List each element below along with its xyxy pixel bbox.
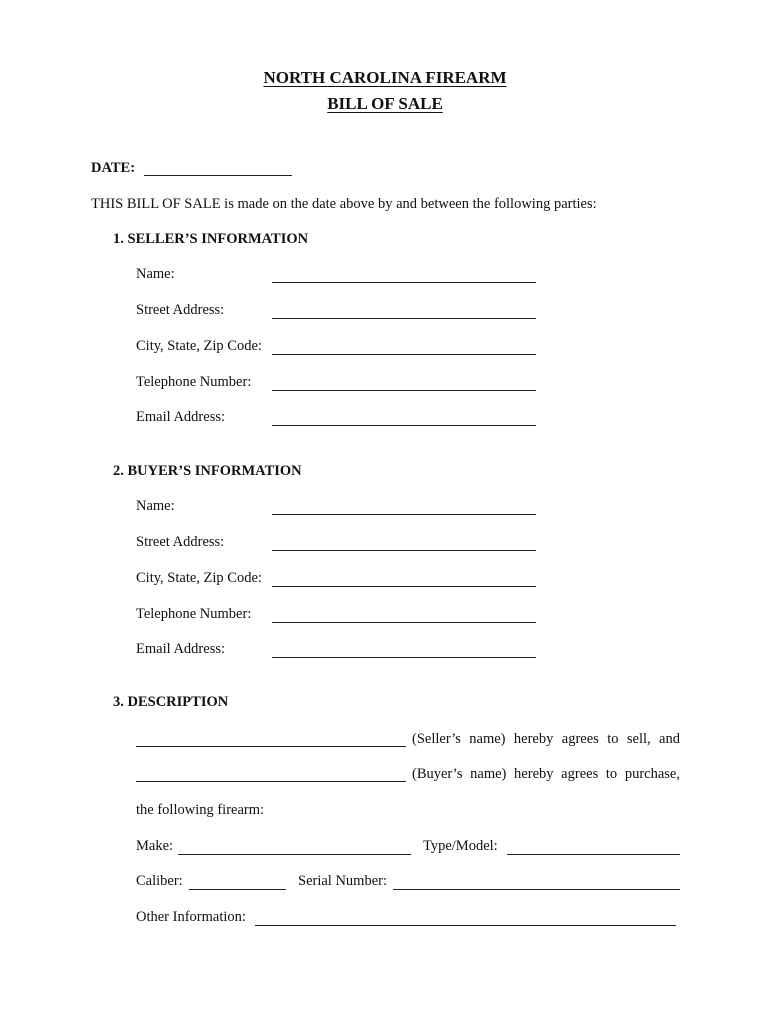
seller-name-field[interactable]: [272, 282, 536, 283]
seller-city-field[interactable]: [272, 354, 536, 355]
type-model-label: Type/Model:: [423, 838, 498, 854]
seller-street-field[interactable]: [272, 318, 536, 319]
buyer-name-field[interactable]: [272, 514, 536, 515]
buyer-street-field[interactable]: [272, 550, 536, 551]
type-model-field[interactable]: [507, 854, 680, 855]
date-field[interactable]: [144, 175, 292, 176]
document-title-line2: BILL OF SALE: [327, 94, 443, 113]
buyer-phone-label: Telephone Number:: [136, 606, 252, 622]
seller-phone-field[interactable]: [272, 390, 536, 391]
buyer-email-field[interactable]: [272, 657, 536, 658]
document-title-line1: NORTH CAROLINA FIREARM: [263, 68, 507, 87]
caliber-label: Caliber:: [136, 873, 183, 889]
seller-name-label: Name:: [136, 266, 175, 282]
seller-phone-label: Telephone Number:: [136, 374, 252, 390]
intro-text: THIS BILL OF SALE is made on the date above by and between the following parties:: [91, 196, 597, 212]
make-field[interactable]: [178, 854, 411, 855]
seller-email-label: Email Address:: [136, 409, 226, 425]
description-heading: 3. DESCRIPTION: [113, 694, 229, 710]
make-label: Make:: [136, 838, 174, 854]
caliber-field[interactable]: [189, 889, 286, 890]
other-information-label: Other Information:: [136, 909, 246, 925]
buyer-name-label: Name:: [136, 498, 175, 514]
date-label: DATE:: [91, 160, 136, 176]
buyer-email-label: Email Address:: [136, 641, 226, 657]
seller-name-blank[interactable]: [136, 746, 406, 747]
buyer-heading: 2. BUYER’S INFORMATION: [113, 463, 302, 479]
seller-city-label: City, State, Zip Code:: [136, 338, 262, 354]
seller-agrees-text: (Seller’s name) hereby agrees to sell, and: [412, 731, 680, 747]
seller-email-field[interactable]: [272, 425, 536, 426]
seller-heading: 1. SELLER’S INFORMATION: [113, 231, 309, 247]
serial-number-label: Serial Number:: [298, 873, 387, 889]
serial-number-field[interactable]: [393, 889, 680, 890]
seller-street-label: Street Address:: [136, 302, 225, 318]
other-information-field[interactable]: [255, 925, 676, 926]
buyer-phone-field[interactable]: [272, 622, 536, 623]
buyer-agrees-text: (Buyer’s name) hereby agrees to purchase,: [412, 766, 680, 782]
buyer-city-field[interactable]: [272, 586, 536, 587]
buyer-street-label: Street Address:: [136, 534, 225, 550]
following-firearm-text: the following firearm:: [136, 802, 265, 818]
buyer-city-label: City, State, Zip Code:: [136, 570, 262, 586]
buyer-name-blank[interactable]: [136, 781, 406, 782]
